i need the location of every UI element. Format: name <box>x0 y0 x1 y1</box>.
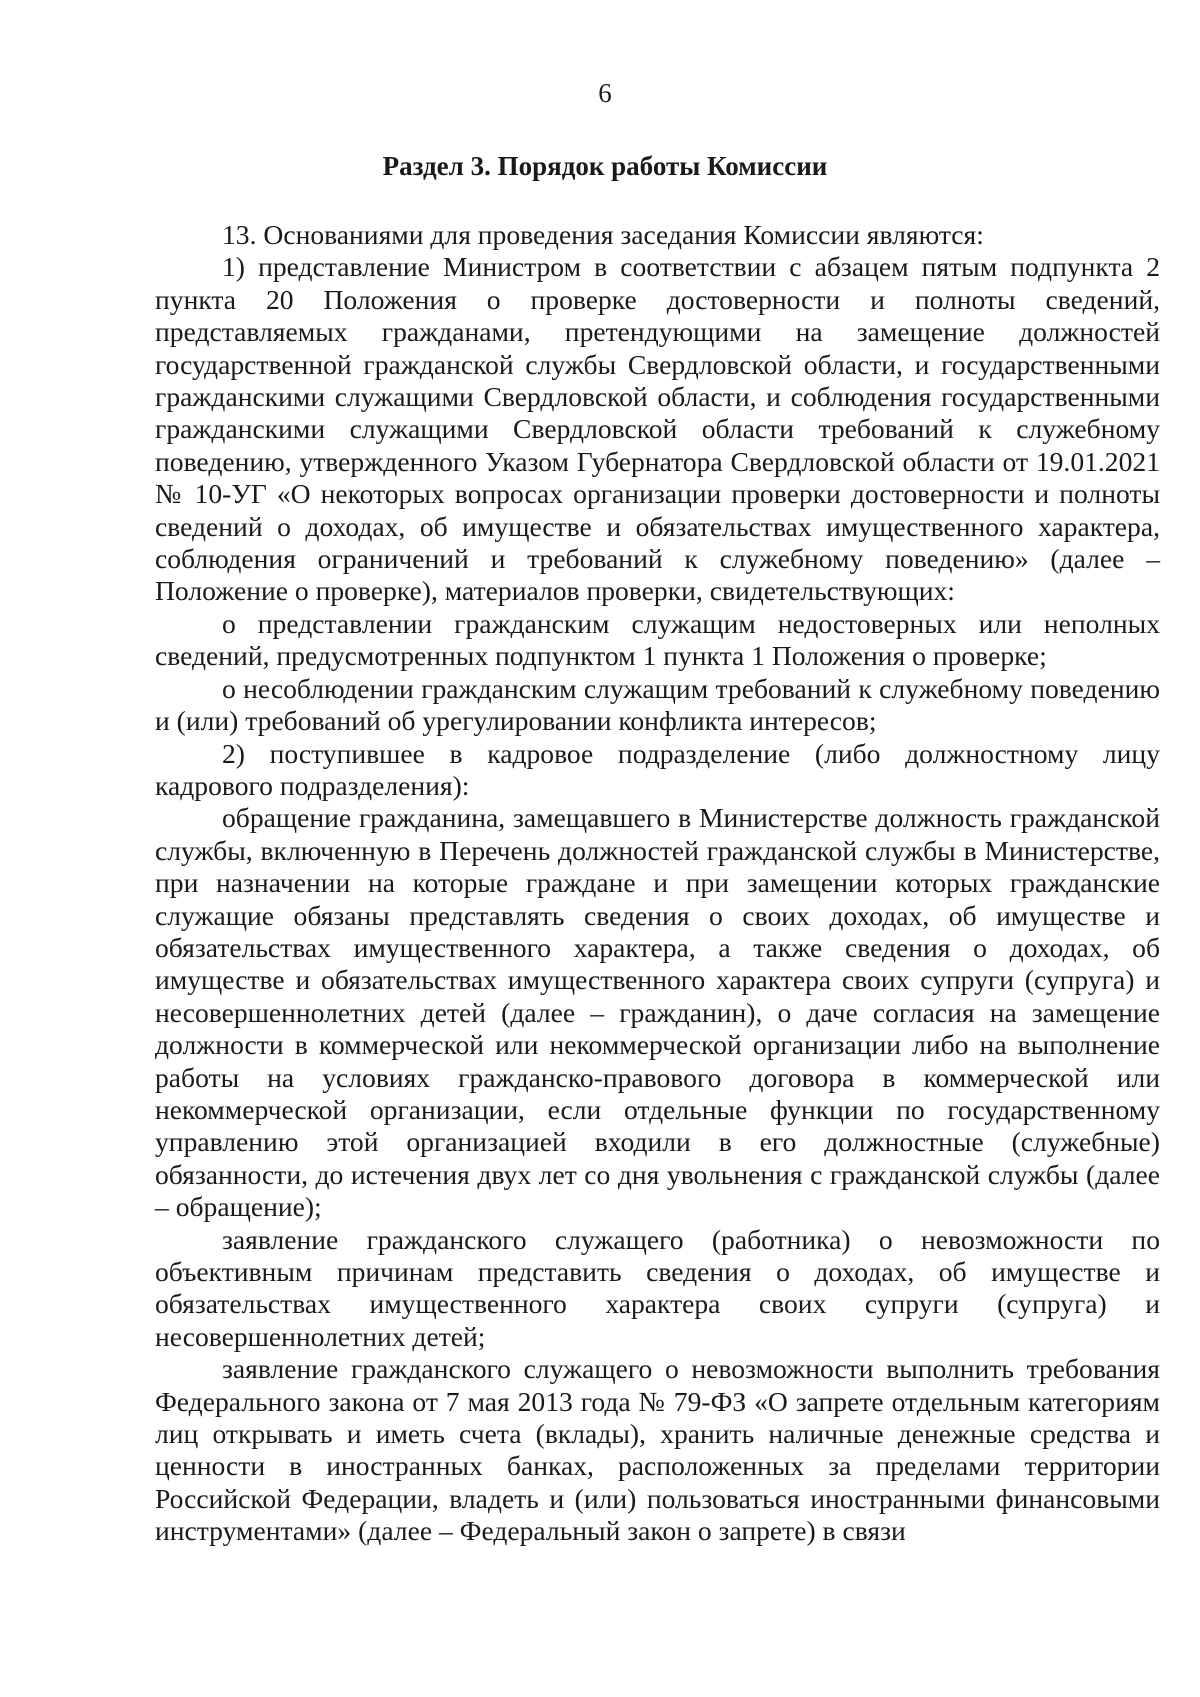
paragraph-item-1: 1) представление Министром в соответствии с абзацем пятым подпункта 2 пункта 20 Положения о проверке достоверности и полноты сведений, представляемых гражданами, претендующими на замещение должностей государственной гражданской службы Свердловской области, и государственными гражданскими служащими Свердловской области, и соблюдения государственными гражданскими служащими Свердловской области требований к служебному поведению, утвержденного Указом Губернатора Свердловской области от 19.01.2021 № 10-УГ «О некоторых вопросах организации проверки достоверности и полноты сведений о доходах, об имуществе и обязательствах имущественного характера, соблюдения ограничений и требований к служебному поведению» (далее – Положение о проверке), материалов проверки, свидетельствующих: <box>155 251 1160 607</box>
paragraph-item-1-a: о представлении гражданским служащим недостоверных или неполных сведений, предусмотренных подпунктом 1 пункта 1 Положения о проверке; <box>155 607 1160 672</box>
section-title: Раздел 3. Порядок работы Комиссии <box>382 151 828 181</box>
page-number: 6 <box>598 78 612 108</box>
document-body <box>155 219 1160 1548</box>
paragraph-item-2-appeal: обращение гражданина, замещавшего в Министерстве должность гражданской службы, включенную в Перечень должностей гражданской службы в Министерстве, при назначении на которые граждане и при замещении которых гражданские служащие обязаны представлять сведения о своих доходах, об имуществе и обязательствах имущественного характера, а также сведения о доходах, об имуществе и обязательствах имущественного характера своих супруги (супруга) и несовершеннолетних детей (далее – гражданин), о даче согласия на замещение должности в коммерческой или некоммерческой организации либо на выполнение работы на условиях гражданско-правового договора в коммерческой или некоммерческой организации, если отдельные функции по государственному управлению этой организацией входили в его должностные (служебные) обязанности, до истечения двух лет со дня увольнения с гражданской службы (далее – обращение); <box>155 802 1160 1223</box>
paragraph-item-2-statement-income: заявление гражданского служащего (работника) о невозможности по объективным причинам представить сведения о доходах, об имуществе и обязательствах имущественного характера своих супруги (супруга) и несовершеннолетних детей; <box>155 1223 1160 1352</box>
paragraph-item-2-statement-law: заявление гражданского служащего о невозможности выполнить требования Федерального закона от 7 мая 2013 года № 79-ФЗ «О запрете отдельным категориям лиц открывать и иметь счета (вклады), хранить наличные денежные средства и ценности в иностранных банках, расположенных за пределами территории Российской Федерации, владеть и (или) пользоваться иностранными финансовыми инструментами» (далее – Федеральный закон о запрете) в связи <box>155 1353 1160 1547</box>
paragraph-13-intro: 13. Основаниями для проведения заседания Комиссии являются: <box>222 219 984 250</box>
paragraph-item-2: 2) поступившее в кадровое подразделение (либо должностному лицу кадрового подразделения): <box>155 737 1160 801</box>
paragraph-item-1-b: о несоблюдении гражданским служащим требований к служебному поведению и (или) требований об урегулировании конфликта интересов; <box>155 672 1160 737</box>
